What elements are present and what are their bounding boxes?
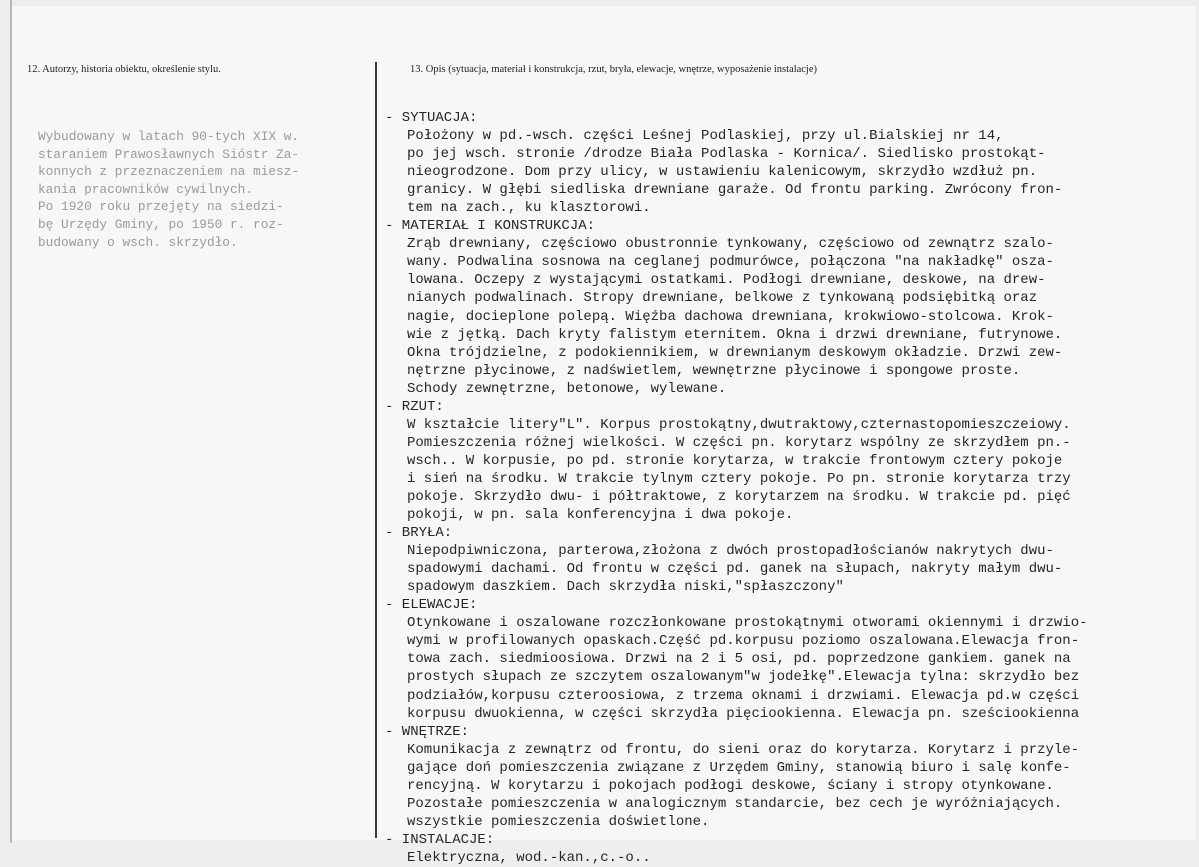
history-line: kania pracowników cywilnych. [38,181,254,197]
history-line: Wybudowany w latach 90-tych XIX w. [38,129,300,144]
section-line: Komunikacja z zewnątrz od frontu, do sieni oraz do korytarza. Korytarz i przyle- [407,741,1080,758]
section-line: nieogrodzone. Dom przy ulicy, w ustawieniu kalenicowym, skrzydło wzdłuż pn. [407,164,1038,181]
section-heading: - MATERIAŁ I KONSTRUKCJA: [385,218,596,235]
section-line: nętrzne płycinowe, z nadświetlem, wewnętrzne płycinowe i spongowe proste. [407,362,1021,379]
section-line: Schody zewnętrzne, betonowe, wylewane. [407,380,727,397]
history-line: staraniem Prawosławnych Sióstr Za- [38,146,300,162]
section-line: Pozostałe pomieszczenia w analogicznym standarcie, bez cech je wyróżniających. [407,795,1063,812]
description-section [385,398,1197,524]
sheet-edge [10,0,12,843]
section-line: nianych podwalinach. Stropy drewniane, belkowe z tynkowaną podsiębitką oraz [407,290,1038,307]
section-heading: - RZUT: [385,398,444,415]
description-section [385,109,1197,217]
section-heading: - BRYŁA: [385,525,453,542]
column-divider [375,62,377,838]
description-section [385,831,1197,867]
section-line: wsch.. W korpusie, po pd. stronie korytarza, w trakcie frontowym cztery pokoje [407,452,1063,469]
history-line: Po 1920 roku przejęty na siedzi- [38,199,284,215]
description-text [385,109,1197,867]
section-line: wie z jętką. Dach kryty falistym eternitem. Okna i drzwi drewniane, futrynowe. [407,326,1063,343]
section-line: Otynkowane i oszalowane rozczłonkowane prostokątnymi otworami okiennymi i drzwio- [407,615,1088,632]
section-line: wany. Podwalina sosnowa na ceglanej podmurówce, połączona "na nakładkę" osza- [407,254,1054,271]
section-heading: - ELEWACJE: [385,597,478,614]
section-line: W kształcie litery"L". Korpus prostokątny,dwutraktowy,czternastopomieszczeiowy. [407,416,1071,433]
section-line: nagie, docieplone polepą. Więźba dachowa drewniana, krokwiowo-stolcowa. Krok- [407,308,1054,325]
history-line: konnych z przeznaczeniem na miesz- [38,164,300,180]
section-line: prostych słupach ze szczytem oszalowanym"w jodełkę".Elewacja tylna: skrzydło bez [407,669,1080,686]
right-column-header: 13. Opis (sytuacja, materiał i konstrukcja, rzut, bryła, elewacje, wnętrze, wyposażenie instalacje) [410,64,818,75]
section-line: tem na zach., ku klasztorowi. [407,200,651,217]
section-line: spadowym daszkiem. Dach skrzydła niski,"spłaszczony" [407,579,844,596]
section-line: towa zach. siedmioosiowa. Drzwi na 2 i 5 osi, pd. poprzedzone gankiem. ganek na [407,651,1071,668]
history-line: budowany o wsch. skrzydło. [38,234,238,250]
history-line: bę Urzędy Gminy, po 1950 r. roz- [38,216,284,232]
left-column-header: 12. Autorzy, historia obiektu, określenie stylu. [27,64,221,75]
section-line: lowana. Oczepy z wystającymi ostatkami. Podłogi drewniane, deskowe, na drew- [407,272,1046,289]
section-line: wymi w profilowanych opaskach.Część pd.korpusu poziomo oszalowana.Elewacja fron- [407,633,1080,650]
description-section [385,596,1197,722]
section-line: spadowymi dachami. Od frontu w części pd. ganek na słupach, nakryty małym dwu- [407,561,1063,578]
history-text [38,128,368,251]
section-line: rencyjną. W korytarzu i pokojach podłogi deskowe, ściany i stropy otynkowane. [407,777,1054,794]
section-line: pokoji, w pn. sala konferencyjna i dwa pokoje. [407,507,794,524]
description-section [385,524,1197,596]
section-line: Okna trójdzielne, z podokiennikiem, w drewnianym deskowym okładzie. Drzwi zew- [407,344,1063,361]
section-line: Pomieszczenia różnej wielkości. W części pn. korytarz wspólny ze skrzydłem pn.- [407,434,1071,451]
section-heading: - WNĘTRZE: [385,723,470,740]
section-line: Zrąb drewniany, częściowo obustronnie tynkowany, częściowo od zewnątrz szalo- [407,236,1054,253]
section-line: Elektryczna, wod.-kan.,c.-o.. [407,849,651,866]
section-line: podziałów,korpusu czteroosiowa, z trzema oknami i drzwiami. Elewacja pd.w części [407,687,1080,704]
section-line: wszystkie pomieszczenia doświetlone. [407,813,710,830]
section-line: granicy. W głębi siedliska drewniane garaże. Od frontu parking. Zwrócony fron- [407,182,1063,199]
section-heading: - SYTUACJA: [385,110,478,126]
description-section [385,723,1197,831]
section-heading: - INSTALACJE: [385,831,495,848]
description-section [385,217,1197,397]
section-line: Niepodpiwniczona, parterowa,złożona z dwóch prostopadłościanów nakrytych dwu- [407,543,1054,560]
section-line: gające doń pomieszczenia związane z Urzędem Gminy, stanowią biuro i salę konfe- [407,759,1071,776]
section-line: pokoje. Skrzydło dwu- i półtraktowe, z korytarzem na środku. W trakcie pd. pięć [407,488,1071,505]
section-line: po jej wsch. stronie /drodze Biała Podlaska - Kornica/. Siedlisko prostokąt- [407,146,1046,163]
section-line: i sień na środku. W trakcie tylnym cztery pokoje. Po pn. stronie korytarza trzy [407,470,1071,487]
section-line: korpusu dwuokienna, w części skrzydła pięciookienna. Elewacja pn. sześciookienna [407,705,1080,722]
section-line: Położony w pd.-wsch. części Leśnej Podlaskiej, przy ul.Bialskiej nr 14, [407,128,1004,145]
